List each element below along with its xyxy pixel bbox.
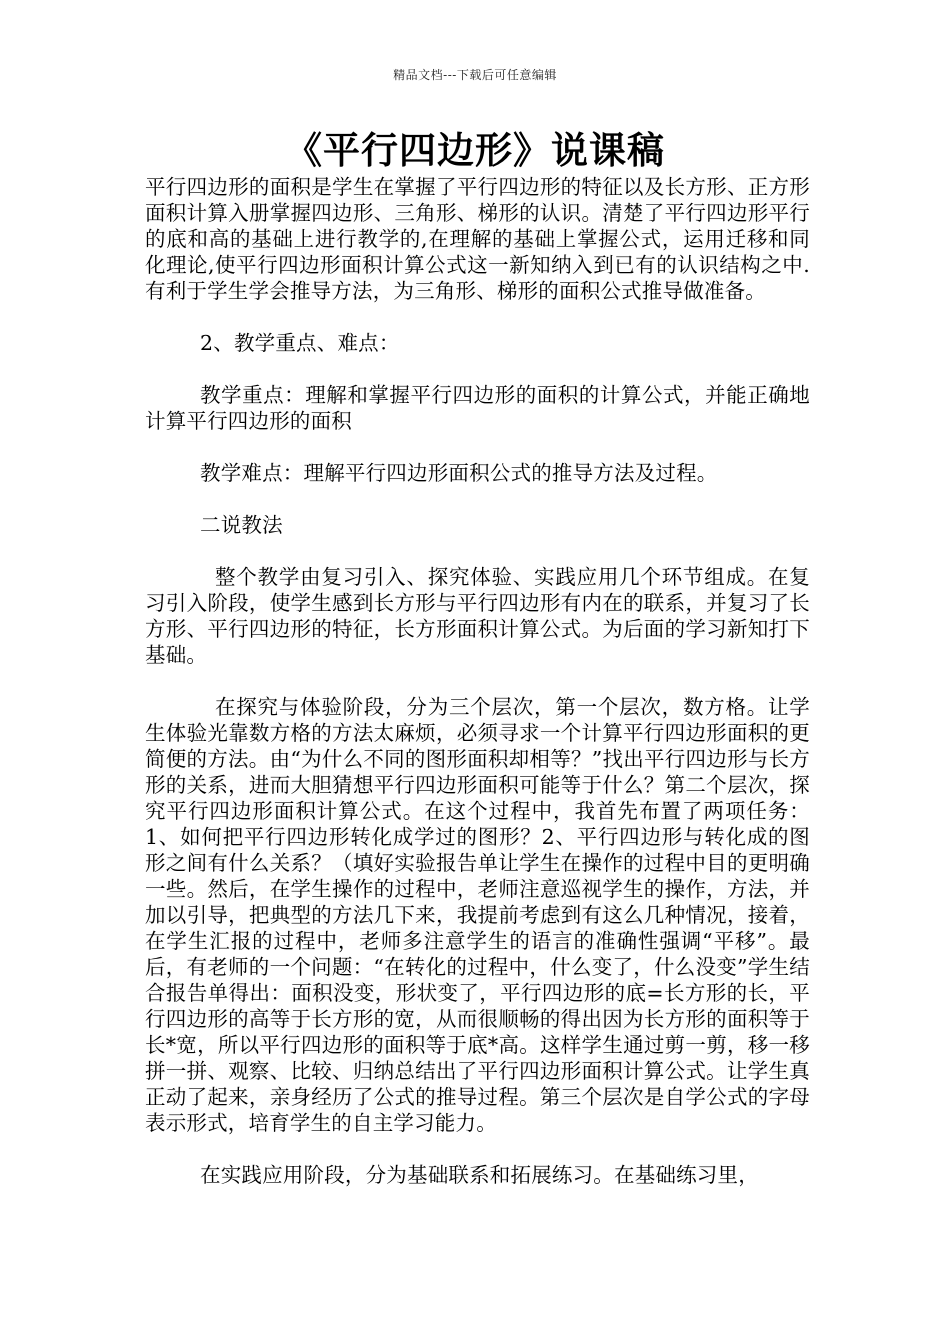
paragraph-key-point: 教学重点：理解和掌握平行四边形的面积的计算公式，并能正确地计算平行四边形的面积	[145, 383, 810, 433]
document-body	[145, 174, 810, 1188]
document-title: 《平行四边形》说课稿	[285, 128, 665, 172]
paragraph-difficulty: 教学难点：理解平行四边形面积公式的推导方法及过程。	[200, 461, 718, 485]
paragraph-practice: 在实践应用阶段，分为基础联系和拓展练习。在基础练习里，	[200, 1163, 759, 1187]
section-heading-key-points: 2、教学重点、难点：	[200, 331, 400, 355]
paragraph-teaching-structure: 整个教学由复习引入、探究体验、实践应用几个环节组成。在复习引入阶段，使学生感到长方形与平行四边形有内在的联系，并复习了长方形、平行四边形的特征，长方形面积计算公式。为后面的学习新知打下基础。	[145, 565, 810, 667]
paragraph-exploration: 在探究与体验阶段，分为三个层次，第一个层次，数方格。让学生体验光靠数方格的方法太麻烦，必须寻求一个计算平行四边形面积的更简便的方法。由“为什么不同的图形面积却相等？”找出平行四边形与长方形的关系，进而大胆猜想平行四边形面积可能等于什么？第二个层次，探究平行四边形面积计算公式。在这个过程中，我首先布置了两项任务：1、如何把平行四边形转化成学过的图形？2、平行四边形与转化成的图形之间有什么关系？（填好实验报告单让学生在操作的过程中目的更明确一些。然后，在学生操作的过程中，老师注意巡视学生的操作，方法，并加以引导，把典型的方法几下来，我提前考虑到有这么几种情况，接着，在学生汇报的过程中，老师多注意学生的语言的准确性强调“平移”。最后，有老师的一个问题：“在转化的过程中，什么变了，什么没变”学生结合报告单得出：面积没变，形状变了，平行四边形的底=长方形的长，平行四边形的高等于长方形的宽，从而很顺畅的得出因为长方形的面积等于长*宽，所以平行四边形的面积等于底*高。这样学生通过剪一剪，移一移拼一拼、观察、比较、归纳总结出了平行四边形面积计算公式。让学生真正动了起来，亲身经历了公式的推导过程。第三个层次是自学公式的字母表示形式，培育学生的自主学习能力。	[145, 695, 810, 1135]
paragraph-intro: 平行四边形的面积是学生在掌握了平行四边形的特征以及长方形、正方形面积计算入册掌握四边形、三角形、梯形的认识。清楚了平行四边形平行的底和高的基础上进行教学的,在理解的基础上掌握公式，运用迁移和同化理论,使平行四边形面积计算公式这一新知纳入到已有的认识结构之中.有利于学生学会推导方法，为三角形、梯形的面积公式推导做准备。	[145, 175, 810, 303]
section-heading-teaching-method: 二说教法	[200, 513, 283, 537]
page-header: 精品文档---下载后可任意编辑	[393, 68, 557, 82]
